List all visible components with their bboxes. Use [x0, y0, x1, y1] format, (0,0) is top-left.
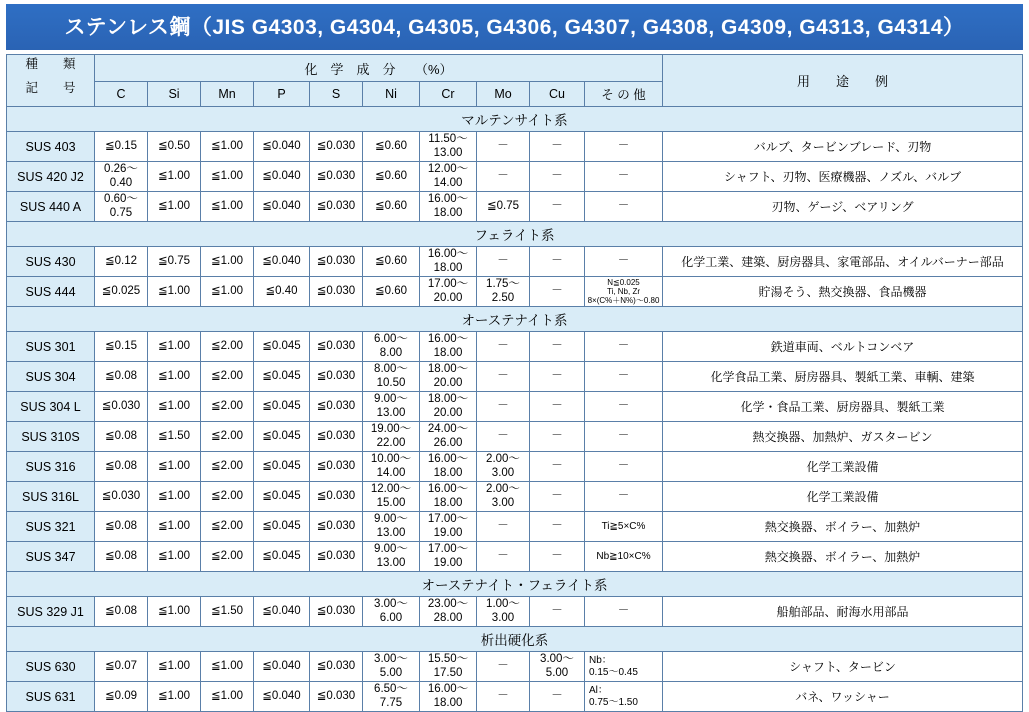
cell-mn: ≦2.00 [201, 422, 254, 452]
cell-c: ≦0.08 [95, 422, 148, 452]
cell-ni: 6.50～ 7.75 [363, 682, 420, 712]
cell-mn: ≦1.00 [201, 162, 254, 192]
table-row [7, 542, 1023, 572]
cell-c: ≦0.15 [95, 332, 148, 362]
cell-mn: ≦1.00 [201, 277, 254, 307]
cell-ni: ≦0.60 [363, 132, 420, 162]
header-element-mo: Mo [477, 82, 530, 107]
cell-mo: － [477, 162, 530, 192]
grade-code: SUS 316L [7, 482, 95, 512]
cell-use: 熱交換器、ボイラー、加熱炉 [663, 542, 1023, 572]
cell-c: ≦0.09 [95, 682, 148, 712]
header-type-line2: 記 号 [7, 81, 94, 105]
cell-cu: － [530, 422, 585, 452]
table-row [7, 392, 1023, 422]
cell-cr: 12.00～ 14.00 [420, 162, 477, 192]
cell-cu: － [530, 682, 585, 712]
cell-ni: 3.00～ 5.00 [363, 652, 420, 682]
cell-ni: 6.00～ 8.00 [363, 332, 420, 362]
grade-code: SUS 403 [7, 132, 95, 162]
cell-ni: ≦0.60 [363, 277, 420, 307]
cell-si: ≦1.50 [148, 422, 201, 452]
header-type-line1: 種 類 [7, 57, 94, 81]
cell-si: ≦1.00 [148, 452, 201, 482]
cell-other: － [585, 597, 663, 627]
cell-si: ≦1.00 [148, 362, 201, 392]
cell-cu: － [530, 542, 585, 572]
table-row [7, 247, 1023, 277]
cell-mn: ≦1.00 [201, 652, 254, 682]
cell-mo: － [477, 392, 530, 422]
cell-other: Ti≧5×C% [585, 512, 663, 542]
cell-mo: 1.75～ 2.50 [477, 277, 530, 307]
header-row-top [7, 55, 1023, 82]
cell-si: ≦1.00 [148, 682, 201, 712]
cell-mo: － [477, 362, 530, 392]
cell-mo: 2.00～ 3.00 [477, 452, 530, 482]
cell-use: 化学工業、建築、厨房器具、家電部品、オイルバーナー部品 [663, 247, 1023, 277]
table-header [7, 55, 1023, 107]
cell-cr: 16.00～ 18.00 [420, 332, 477, 362]
group-header-row [7, 572, 1023, 597]
table-row [7, 652, 1023, 682]
grade-code: SUS 440 A [7, 192, 95, 222]
group-name: マルテンサイト系 [7, 107, 1023, 132]
grade-code: SUS 321 [7, 512, 95, 542]
cell-cu: － [530, 512, 585, 542]
cell-cu: － [530, 452, 585, 482]
cell-cu: － [530, 162, 585, 192]
cell-mn: ≦2.00 [201, 332, 254, 362]
cell-use: シャフト、刃物、医療機器、ノズル、バルブ [663, 162, 1023, 192]
header-element-s: S [310, 82, 363, 107]
header-use: 用 途 例 [663, 55, 1023, 107]
cell-s: ≦0.030 [310, 682, 363, 712]
cell-ni: 9.00～ 13.00 [363, 392, 420, 422]
cell-ni: 8.00～ 10.50 [363, 362, 420, 392]
cell-use: 化学・食品工業、厨房器具、製紙工業 [663, 392, 1023, 422]
cell-cr: 17.00～ 20.00 [420, 277, 477, 307]
cell-other: N≦0.025 Ti, Nb, Zr 8×(C%＋N%)～0.80 [585, 277, 663, 307]
cell-p: ≦0.045 [254, 362, 310, 392]
cell-other: － [585, 332, 663, 362]
cell-s: ≦0.030 [310, 597, 363, 627]
cell-c: 0.26～ 0.40 [95, 162, 148, 192]
table-row [7, 512, 1023, 542]
group-name: オーステナイト・フェライト系 [7, 572, 1023, 597]
cell-c: ≦0.15 [95, 132, 148, 162]
cell-use: 化学工業設備 [663, 482, 1023, 512]
cell-mn: ≦1.00 [201, 132, 254, 162]
cell-mo: 1.00～ 3.00 [477, 597, 530, 627]
header-element-si: Si [148, 82, 201, 107]
cell-cu: － [530, 132, 585, 162]
cell-cr: 18.00～ 20.00 [420, 392, 477, 422]
cell-mn: ≦1.00 [201, 192, 254, 222]
page-root [0, 4, 1029, 710]
group-name: 析出硬化系 [7, 627, 1023, 652]
cell-ni: 9.00～ 13.00 [363, 512, 420, 542]
cell-p: ≦0.045 [254, 392, 310, 422]
cell-mo: － [477, 652, 530, 682]
cell-p: ≦0.040 [254, 682, 310, 712]
header-element-other: そ の 他 [585, 82, 663, 107]
cell-mn: ≦2.00 [201, 392, 254, 422]
cell-cr: 15.50～ 17.50 [420, 652, 477, 682]
cell-c: ≦0.08 [95, 597, 148, 627]
table-row [7, 332, 1023, 362]
cell-cr: 16.00～ 18.00 [420, 452, 477, 482]
grade-code: SUS 420 J2 [7, 162, 95, 192]
cell-c: ≦0.030 [95, 392, 148, 422]
cell-si: ≦1.00 [148, 277, 201, 307]
cell-s: ≦0.030 [310, 392, 363, 422]
cell-cu: － [530, 392, 585, 422]
cell-si: ≦1.00 [148, 652, 201, 682]
cell-s: ≦0.030 [310, 132, 363, 162]
cell-cr: 23.00～ 28.00 [420, 597, 477, 627]
cell-cu: － [530, 482, 585, 512]
cell-si: ≦0.50 [148, 132, 201, 162]
cell-c: ≦0.08 [95, 452, 148, 482]
header-element-cr: Cr [420, 82, 477, 107]
cell-s: ≦0.030 [310, 162, 363, 192]
group-header-row [7, 222, 1023, 247]
cell-cr: 18.00～ 20.00 [420, 362, 477, 392]
cell-mn: ≦2.00 [201, 452, 254, 482]
header-element-c: C [95, 82, 148, 107]
cell-s: ≦0.030 [310, 652, 363, 682]
cell-cr: 17.00～ 19.00 [420, 542, 477, 572]
cell-p: ≦0.045 [254, 512, 310, 542]
cell-other: － [585, 192, 663, 222]
cell-si: ≦1.00 [148, 162, 201, 192]
cell-cu: － [530, 192, 585, 222]
cell-c: ≦0.025 [95, 277, 148, 307]
cell-c: ≦0.08 [95, 542, 148, 572]
cell-ni: 9.00～ 13.00 [363, 542, 420, 572]
cell-s: ≦0.030 [310, 542, 363, 572]
cell-si: ≦0.75 [148, 247, 201, 277]
cell-use: シャフト、タービン [663, 652, 1023, 682]
grade-code: SUS 631 [7, 682, 95, 712]
cell-use: 刃物、ゲージ、ベアリング [663, 192, 1023, 222]
cell-other: － [585, 362, 663, 392]
cell-p: ≦0.045 [254, 452, 310, 482]
cell-cr: 24.00～ 26.00 [420, 422, 477, 452]
cell-use: 熱交換器、ボイラー、加熱炉 [663, 512, 1023, 542]
table-row [7, 277, 1023, 307]
cell-cu: － [530, 247, 585, 277]
cell-cr: 11.50～ 13.00 [420, 132, 477, 162]
group-name: フェライト系 [7, 222, 1023, 247]
cell-mo: － [477, 512, 530, 542]
header-element-p: P [254, 82, 310, 107]
cell-p: ≦0.040 [254, 192, 310, 222]
cell-other: － [585, 452, 663, 482]
header-element-cu: Cu [530, 82, 585, 107]
cell-mo: － [477, 542, 530, 572]
cell-s: ≦0.030 [310, 192, 363, 222]
grade-code: SUS 430 [7, 247, 95, 277]
cell-mo: ≦0.75 [477, 192, 530, 222]
cell-cr: 16.00～ 18.00 [420, 682, 477, 712]
cell-ni: ≦0.60 [363, 247, 420, 277]
group-name: オーステナイト系 [7, 307, 1023, 332]
cell-use: バネ、ワッシャー [663, 682, 1023, 712]
cell-c: ≦0.08 [95, 512, 148, 542]
cell-other: － [585, 162, 663, 192]
table-row [7, 682, 1023, 712]
cell-c: ≦0.08 [95, 362, 148, 392]
stainless-steel-table [6, 54, 1023, 712]
table-row [7, 192, 1023, 222]
cell-ni: 12.00～ 15.00 [363, 482, 420, 512]
cell-mn: ≦2.00 [201, 362, 254, 392]
cell-s: ≦0.030 [310, 512, 363, 542]
cell-ni: 3.00～ 6.00 [363, 597, 420, 627]
cell-p: ≦0.045 [254, 422, 310, 452]
cell-mo: － [477, 132, 530, 162]
cell-c: ≦0.12 [95, 247, 148, 277]
cell-s: ≦0.030 [310, 247, 363, 277]
cell-use: 化学工業設備 [663, 452, 1023, 482]
cell-c: 0.60～ 0.75 [95, 192, 148, 222]
cell-other: － [585, 422, 663, 452]
cell-cu: 3.00～ 5.00 [530, 652, 585, 682]
header-composition: 化 学 成 分 （%） [95, 55, 663, 82]
cell-s: ≦0.030 [310, 277, 363, 307]
cell-other: － [585, 247, 663, 277]
grade-code: SUS 316 [7, 452, 95, 482]
cell-mn: ≦2.00 [201, 542, 254, 572]
cell-use: 鉄道車両、ベルトコンベア [663, 332, 1023, 362]
cell-si: ≦1.00 [148, 542, 201, 572]
grade-code: SUS 347 [7, 542, 95, 572]
cell-cu: － [530, 277, 585, 307]
group-header-row [7, 107, 1023, 132]
cell-s: ≦0.030 [310, 482, 363, 512]
cell-mn: ≦2.00 [201, 512, 254, 542]
cell-mo: － [477, 422, 530, 452]
grade-code: SUS 301 [7, 332, 95, 362]
table-row [7, 597, 1023, 627]
cell-cu: － [530, 332, 585, 362]
grade-code: SUS 630 [7, 652, 95, 682]
header-type-code [7, 55, 95, 107]
cell-mo: － [477, 332, 530, 362]
cell-mn: ≦1.50 [201, 597, 254, 627]
cell-other: － [585, 132, 663, 162]
cell-p: ≦0.040 [254, 247, 310, 277]
cell-cu: － [530, 597, 585, 627]
table-row [7, 362, 1023, 392]
cell-s: ≦0.030 [310, 362, 363, 392]
cell-s: ≦0.030 [310, 422, 363, 452]
cell-use: 船舶部品、耐海水用部品 [663, 597, 1023, 627]
cell-p: ≦0.040 [254, 652, 310, 682]
grade-code: SUS 304 L [7, 392, 95, 422]
cell-si: ≦1.00 [148, 192, 201, 222]
cell-cr: 16.00～ 18.00 [420, 192, 477, 222]
group-header-row [7, 627, 1023, 652]
cell-mn: ≦1.00 [201, 682, 254, 712]
cell-other: － [585, 392, 663, 422]
cell-other: － [585, 482, 663, 512]
cell-other: Al： 0.75～1.50 [585, 682, 663, 712]
table-row [7, 162, 1023, 192]
cell-use: 熱交換器、加熱炉、ガスタービン [663, 422, 1023, 452]
cell-s: ≦0.030 [310, 452, 363, 482]
cell-other: Nb≧10×C% [585, 542, 663, 572]
cell-p: ≦0.045 [254, 332, 310, 362]
cell-p: ≦0.40 [254, 277, 310, 307]
cell-p: ≦0.040 [254, 597, 310, 627]
cell-si: ≦1.00 [148, 512, 201, 542]
page-title: ステンレス鋼（JIS G4303, G4304, G4305, G4306, G4307, G4308, G4309, G4313, G4314） [6, 4, 1023, 50]
table-body [7, 107, 1023, 712]
group-header-row [7, 307, 1023, 332]
grade-code: SUS 329 J1 [7, 597, 95, 627]
cell-ni: 10.00～ 14.00 [363, 452, 420, 482]
cell-use: 貯湯そう、熱交換器、食品機器 [663, 277, 1023, 307]
table-row [7, 452, 1023, 482]
cell-si: ≦1.00 [148, 392, 201, 422]
table-row [7, 422, 1023, 452]
cell-mo: － [477, 682, 530, 712]
table-row [7, 482, 1023, 512]
header-element-mn: Mn [201, 82, 254, 107]
cell-cr: 17.00～ 19.00 [420, 512, 477, 542]
cell-mn: ≦2.00 [201, 482, 254, 512]
header-element-ni: Ni [363, 82, 420, 107]
cell-ni: 19.00～ 22.00 [363, 422, 420, 452]
cell-s: ≦0.030 [310, 332, 363, 362]
cell-ni: ≦0.60 [363, 162, 420, 192]
cell-mo: 2.00～ 3.00 [477, 482, 530, 512]
grade-code: SUS 310S [7, 422, 95, 452]
cell-mo: － [477, 247, 530, 277]
cell-p: ≦0.040 [254, 162, 310, 192]
grade-code: SUS 304 [7, 362, 95, 392]
cell-c: ≦0.030 [95, 482, 148, 512]
grade-code: SUS 444 [7, 277, 95, 307]
cell-p: ≦0.045 [254, 542, 310, 572]
cell-ni: ≦0.60 [363, 192, 420, 222]
cell-si: ≦1.00 [148, 482, 201, 512]
cell-p: ≦0.040 [254, 132, 310, 162]
cell-cr: 16.00～ 18.00 [420, 482, 477, 512]
cell-mn: ≦1.00 [201, 247, 254, 277]
cell-cr: 16.00～ 18.00 [420, 247, 477, 277]
cell-other: Nb： 0.15～0.45 [585, 652, 663, 682]
cell-p: ≦0.045 [254, 482, 310, 512]
cell-si: ≦1.00 [148, 332, 201, 362]
cell-use: バルブ、タービンブレード、刃物 [663, 132, 1023, 162]
cell-use: 化学食品工業、厨房器具、製紙工業、車輌、建築 [663, 362, 1023, 392]
cell-c: ≦0.07 [95, 652, 148, 682]
cell-si: ≦1.00 [148, 597, 201, 627]
table-row [7, 132, 1023, 162]
cell-cu: － [530, 362, 585, 392]
